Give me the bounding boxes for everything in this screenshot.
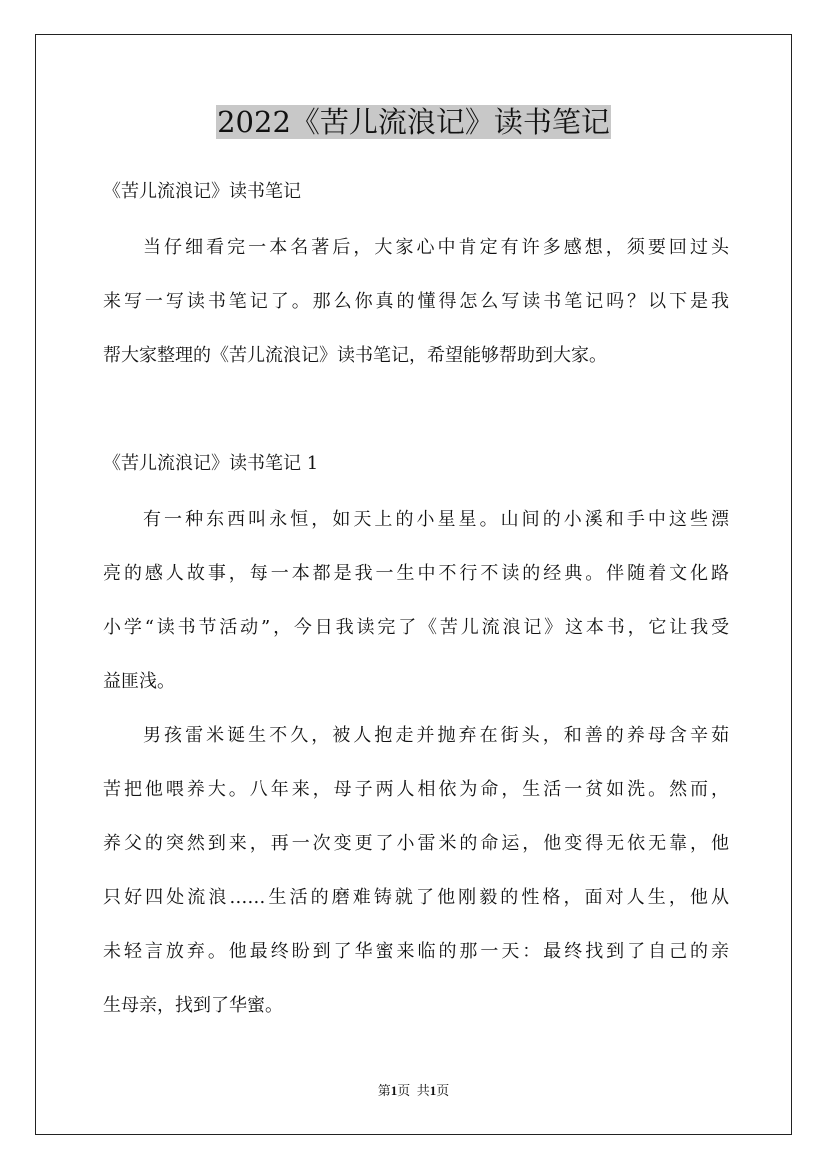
intro-line-2: 来写一写读书笔记了。那么你真的懂得怎么写读书笔记吗？以下是我 <box>103 291 729 312</box>
footer-page-prefix: 第 <box>377 1083 391 1098</box>
para2-line-4: 只好四处流浪……生活的磨难铸就了他刚毅的性格，面对人生，他从 <box>103 887 729 908</box>
para2-line-6: 生母亲，找到了华蜜。 <box>103 995 283 1016</box>
para2-line-2: 苦把他喂养大。八年来，母子两人相依为命，生活一贫如洗。然而， <box>103 779 729 800</box>
para2-line-3: 养父的突然到来，再一次变更了小雷米的命运，他变得无依无靠，他 <box>103 833 729 854</box>
footer-total-suffix: 页 <box>436 1083 450 1098</box>
para1-line-2: 亮的感人故事，每一本都是我一生中不行不读的经典。伴随着文化路 <box>103 563 729 584</box>
intro-line-1: 当仔细看完一本名著后，大家心中肯定有许多感想，须要回过头 <box>143 237 729 258</box>
para1-line-1: 有一种东西叫永恒，如天上的小星星。山间的小溪和手中这些漂 <box>143 509 729 530</box>
section-heading: 《苦儿流浪记》读书笔记 1 <box>103 453 319 474</box>
footer-page-suffix: 页 <box>397 1083 411 1098</box>
intro-heading: 《苦儿流浪记》读书笔记 <box>103 181 301 202</box>
intro-line-3: 帮大家整理的《苦儿流浪记》读书笔记，希望能够帮助到大家。 <box>103 345 607 366</box>
para2-line-5: 未轻言放弃。他最终盼到了华蜜来临的那一天：最终找到了自己的亲 <box>103 941 729 962</box>
document-title <box>0 101 827 143</box>
document-title-text: 2022《苦儿流浪记》读书笔记 <box>217 105 610 139</box>
para1-line-4: 益匪浅。 <box>103 671 175 692</box>
footer-total-number: 1 <box>429 1083 437 1098</box>
page-footer <box>0 1082 827 1100</box>
footer-total-prefix: 共 <box>416 1083 430 1098</box>
para1-line-3: 小学“读书节活动”，今日我读完了《苦儿流浪记》这本书，它让我受 <box>103 617 729 638</box>
para2-line-1: 男孩雷米诞生不久，被人抱走并抛弃在街头，和善的养母含辛茹 <box>143 725 729 746</box>
footer-page-number: 1 <box>390 1083 398 1098</box>
